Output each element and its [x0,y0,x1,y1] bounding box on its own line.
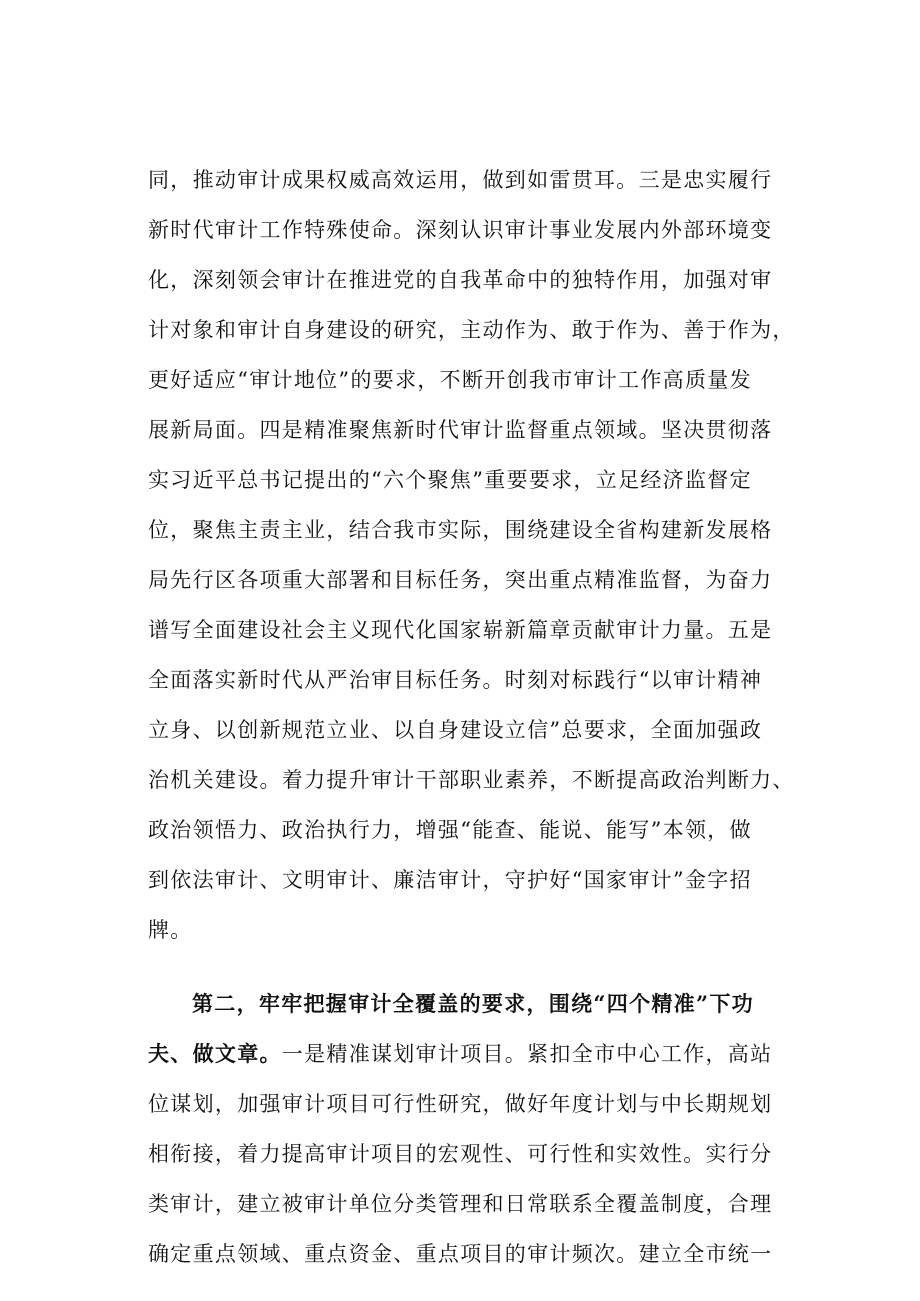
paragraph-line: 全面落实新时代从严治审目标任务。时刻对标践行“以审计精神 [148,668,763,692]
paragraph-line: 治机关建设。着力提升审计干部职业素养，不断提高政治判断力、 [148,768,795,792]
paragraph-heading-line [148,1029,796,1079]
paragraph-line: 位，聚焦主责主业，结合我市实际，围绕建设全省构建新发展格 [148,518,773,542]
paragraph-line: 相衔接，着力提高审计项目的宏观性、可行性和实效性。实行分 [148,1142,773,1166]
paragraph-heading-line [148,979,796,1029]
paragraph-line: 牌。 [148,918,193,942]
paragraph-line: 化，深刻领会审计在推进党的自我革命中的独特作用，加强对审 [148,268,773,292]
paragraph-2 [148,979,796,1279]
paragraph-line: 类审计，建立被审计单位分类管理和日常联系全覆盖制度，合理 [148,1192,773,1216]
paragraph-text: 一是精准谋划审计项目。紧扣全市中心工作，高站 [281,1042,773,1066]
document-body [148,155,796,1279]
paragraph-spacing [148,955,796,979]
paragraph-line: 立身、以创新规范立业、以自身建设立信”总要求，全面加强政 [148,718,763,742]
paragraph-line: 展新局面。四是精准聚焦新时代审计监督重点领域。坚决贯彻落 [148,418,773,442]
paragraph-line: 实习近平总书记提出的“六个聚焦”重要要求，立足经济监督定 [148,468,752,492]
paragraph-line: 新时代审计工作特殊使命。深刻认识审计事业发展内外部环境变 [148,218,773,242]
paragraph-line: 到依法审计、文明审计、廉洁审计，守护好“国家审计”金字招 [148,868,752,892]
paragraph-line: 局先行区各项重大部署和目标任务，突出重点精准监督，为奋力 [148,568,773,592]
paragraph-line: 政治领悟力、政治执行力，增强“能查、能说、能写”本领，做 [148,818,752,842]
paragraph-line: 更好适应“审计地位”的要求，不断开创我市审计工作高质量发 [148,368,752,392]
paragraph-line: 确定重点领域、重点资金、重点项目的审计频次。建立全市统一 [148,1242,773,1266]
paragraph-line: 同，推动审计成果权威高效运用，做到如雷贯耳。三是忠实履行 [148,168,773,192]
paragraph-line: 位谋划，加强审计项目可行性研究，做好年度计划与中长期规划 [148,1092,773,1116]
paragraph-line: 谱写全面建设社会主义现代化国家崭新篇章贡献审计力量。五是 [148,618,773,642]
section-heading-continued: 夫、做文章。 [148,1041,282,1066]
section-heading: 第二，牢牢把握审计全覆盖的要求，围绕“四个精准”下功 [192,991,754,1016]
paragraph-line: 计对象和审计自身建设的研究，主动作为、敢于作为、善于作为， [148,318,795,342]
paragraph-1 [148,155,796,955]
